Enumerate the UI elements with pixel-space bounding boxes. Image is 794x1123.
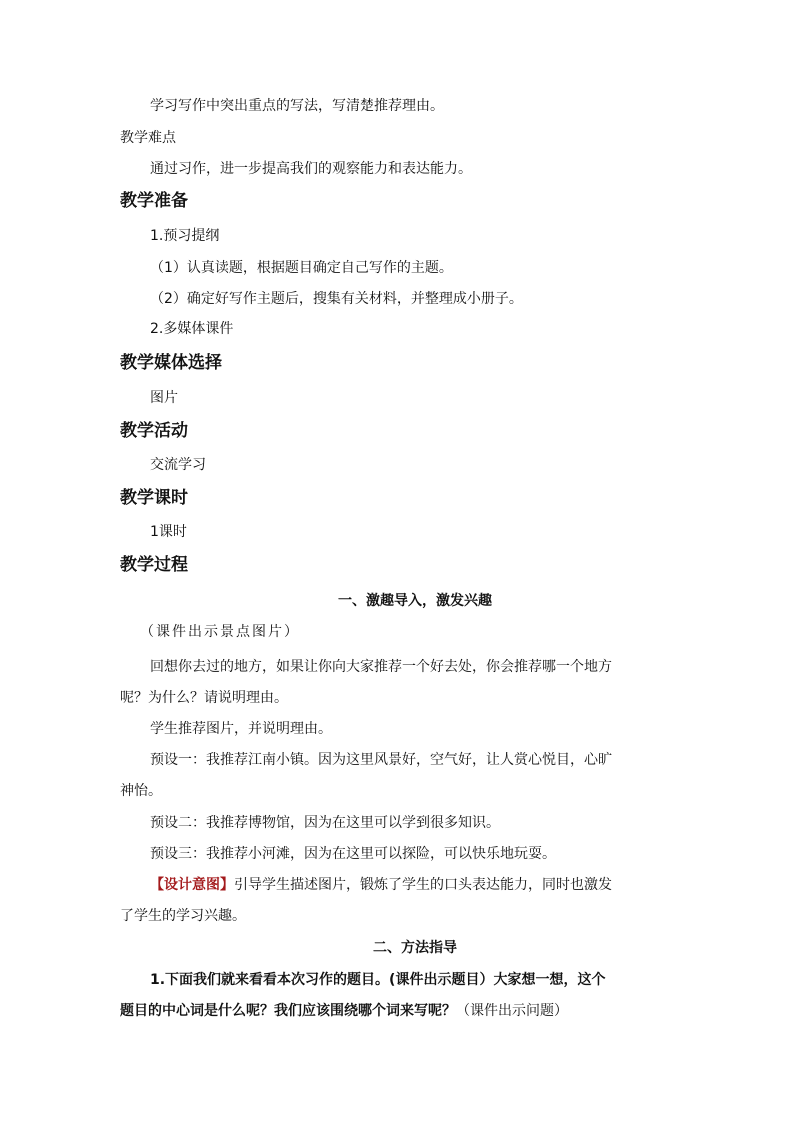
heading-hours: 教学课时 <box>120 488 188 508</box>
paragraph-student-recommend: 学生推荐图片，并说明理由。 <box>150 721 332 737</box>
activity-value: 交流学习 <box>150 457 206 473</box>
heading-activity: 教学活动 <box>120 421 188 441</box>
heading-preparation: 教学准备 <box>120 191 188 211</box>
design-intent-text: 引导学生描述图片，锻炼了学生的口头表达能力，同时也激发 <box>234 877 612 893</box>
paragraph-recall-2: 呢？为什么？请说明理由。 <box>120 690 288 706</box>
method-paragraph-line-2 <box>120 1001 680 1021</box>
preset-2: 预设二：我推荐博物馆，因为在这里可以学到很多知识。 <box>150 815 500 831</box>
prep-subitem-1: （1）认真读题，根据题目确定自己写作的主题。 <box>150 260 453 276</box>
preset-1-line-2: 神怡。 <box>120 783 162 799</box>
section-title-2: 二、方法指导 <box>373 940 457 956</box>
prep-item-1: 1.预习提纲 <box>150 228 220 244</box>
heading-media: 教学媒体选择 <box>120 353 222 373</box>
paragraph-difficulty: 通过习作，进一步提高我们的观察能力和表达能力。 <box>150 161 472 177</box>
method-courseware-note: （课件出示问题） <box>456 1003 568 1019</box>
method-question: 题目的中心词是什么呢？我们应该围绕哪个词来写呢？ <box>120 1003 456 1019</box>
design-intent-line-2: 了学生的学习兴趣。 <box>120 908 246 924</box>
method-paragraph-line-1: 1.下面我们就来看看本次习作的题目。(课件出示题目）大家想一想，这个 <box>150 972 606 988</box>
section-title-1: 一、激趣导入，激发兴趣 <box>338 593 492 609</box>
design-intent-tag: 【设计意图】 <box>150 877 234 893</box>
preset-1-line-1: 预设一：我推荐江南小镇。因为这里风景好，空气好，让人赏心悦目，心旷 <box>150 752 612 768</box>
preset-3: 预设三：我推荐小河滩，因为在这里可以探险，可以快乐地玩耍。 <box>150 846 556 862</box>
design-intent-line-1 <box>150 875 680 895</box>
prep-item-2: 2.多媒体课件 <box>150 321 234 337</box>
prep-subitem-2: （2）确定好写作主题后，搜集有关材料，并整理成小册子。 <box>150 291 523 307</box>
paragraph-writing-focus: 学习写作中突出重点的写法，写清楚推荐理由。 <box>150 98 444 114</box>
label-teaching-difficulty: 教学难点 <box>120 130 176 146</box>
courseware-note: （课件出示景点图片） <box>140 624 300 640</box>
hours-value: 1课时 <box>150 524 187 540</box>
heading-process: 教学过程 <box>120 555 188 575</box>
media-value: 图片 <box>150 390 178 406</box>
paragraph-recall-1: 回想你去过的地方，如果让你向大家推荐一个好去处，你会推荐哪一个地方 <box>150 659 612 675</box>
